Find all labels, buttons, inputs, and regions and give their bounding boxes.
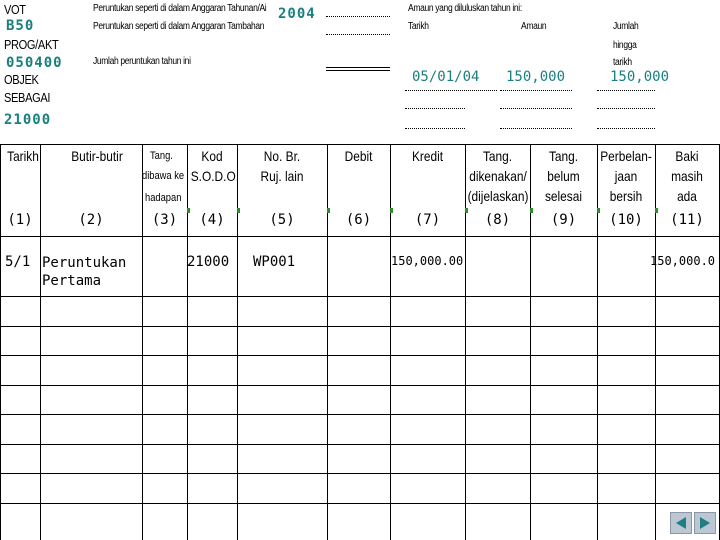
header-butir: Butir-butir xyxy=(71,148,123,164)
col-line-5 xyxy=(327,144,328,540)
header-tarikh: Tarikh xyxy=(7,148,39,164)
approved-total[interactable]: 150,000 xyxy=(610,69,670,85)
header-tang-belum-2: belum xyxy=(547,168,580,184)
approved-line-r2-a xyxy=(405,108,465,109)
col-line-6 xyxy=(390,144,391,540)
header-baki-1: Baki xyxy=(675,148,699,164)
progakt-value[interactable]: 050400 xyxy=(6,55,63,71)
row-line-1 xyxy=(0,296,720,297)
col-number-6: (6) xyxy=(345,212,372,228)
green-tick xyxy=(530,208,533,213)
approved-amount-title: Amaun yang diluluskan tahun ini: xyxy=(408,3,522,14)
col-line-3 xyxy=(187,144,188,540)
col-line-10 xyxy=(655,144,656,540)
progakt-label: PROG/AKT xyxy=(4,37,59,52)
row1-butir-line-2[interactable]: Pertama xyxy=(42,273,102,289)
objek-label: OBJEK xyxy=(4,72,39,87)
total-allocation-label: Jumlah peruntukan tahun ini xyxy=(93,56,191,67)
header-kredit: Kredit xyxy=(411,148,444,164)
approved-line-r2-c xyxy=(597,108,655,109)
header-perbelanjaan-3: bersih xyxy=(609,188,643,204)
header-baki-3: ada xyxy=(677,188,697,204)
approved-date[interactable]: 05/01/04 xyxy=(412,69,480,85)
objek-value[interactable]: 21000 xyxy=(4,112,52,128)
supplementary-budget-line xyxy=(326,34,390,35)
col-number-3: (3) xyxy=(151,212,178,228)
col-line-9 xyxy=(597,144,598,540)
previous-slide-button[interactable] xyxy=(670,512,692,534)
row1-ruj[interactable]: WP001 xyxy=(253,254,296,270)
header-tang-dikenakan-1: Tang. xyxy=(482,148,513,164)
col-number-10: (10) xyxy=(609,212,643,228)
vot-value[interactable]: B50 xyxy=(6,18,35,34)
col-number-4: (4) xyxy=(199,212,225,228)
green-tick xyxy=(390,208,393,213)
row1-kredit[interactable]: 150,000.00 xyxy=(391,254,464,268)
approved-line-r3-c xyxy=(597,128,655,129)
header-perbelanjaan-1: Perbelan- xyxy=(600,148,652,164)
green-tick xyxy=(465,208,468,213)
row1-kod[interactable]: 21000 xyxy=(187,254,230,270)
header-nobr-1: No. Br. xyxy=(263,148,301,164)
col-number-9: (9) xyxy=(550,212,577,228)
row-line-header xyxy=(0,236,720,237)
approved-col-jumlah-1: Jumlah xyxy=(613,21,639,32)
col-number-1: (1) xyxy=(7,212,33,228)
approved-line-r1-b xyxy=(500,90,572,91)
approved-line-r3-a xyxy=(405,128,465,129)
green-tick xyxy=(327,208,330,213)
row-line-2 xyxy=(0,326,720,327)
annual-budget-line xyxy=(326,16,390,17)
row-line-8 xyxy=(0,503,720,504)
approved-line-r1-a xyxy=(405,90,497,91)
green-tick xyxy=(655,208,658,213)
header-kod-1: Kod xyxy=(201,148,223,164)
row-line-7 xyxy=(0,473,720,474)
col-line-4 xyxy=(237,144,238,540)
green-tick xyxy=(597,208,600,213)
approved-line-r1-c xyxy=(597,90,655,91)
row-line-4 xyxy=(0,385,720,386)
header-debit: Debit xyxy=(344,148,373,164)
col-line-2 xyxy=(142,144,143,540)
header-tang-3: hadapan xyxy=(145,192,182,204)
approved-col-tarikh: Tarikh xyxy=(408,21,429,32)
vot-label: VOT xyxy=(4,2,26,17)
col-line-0 xyxy=(0,144,1,540)
green-tick xyxy=(187,208,190,213)
col-number-11: (11) xyxy=(670,212,704,228)
approved-col-amaun: Amaun xyxy=(521,21,547,32)
header-tang-dikenakan-3: (dijelaskan) xyxy=(467,188,529,204)
approved-line-r2-b xyxy=(500,108,572,109)
header-tang-1: Tang. xyxy=(150,150,173,162)
sebagai-label: SEBAGAI xyxy=(4,90,51,105)
col-line-1 xyxy=(40,144,41,540)
approved-amount[interactable]: 150,000 xyxy=(506,69,566,85)
header-tang-dikenakan-2: dikenakan/ xyxy=(469,168,527,184)
total-allocation-line-1 xyxy=(326,67,390,68)
col-number-7: (7) xyxy=(414,212,441,228)
approved-line-r3-b xyxy=(500,128,572,129)
row-line-top xyxy=(0,144,720,145)
header-tang-belum-3: selesai xyxy=(544,188,583,204)
row-line-6 xyxy=(0,444,720,445)
header-tang-2: dibawa ke xyxy=(142,170,185,182)
next-slide-button[interactable] xyxy=(694,512,716,534)
col-number-5: (5) xyxy=(269,212,295,228)
row1-butir-line-1[interactable]: Peruntukan xyxy=(42,255,127,271)
triangle-left-icon xyxy=(674,516,688,530)
green-tick xyxy=(237,208,240,213)
header-tang-belum-1: Tang. xyxy=(548,148,579,164)
supplementary-budget-label: Peruntukan seperti di dalam Anggaran Tambahan xyxy=(93,21,265,32)
triangle-right-icon xyxy=(698,516,712,530)
total-allocation-line-2 xyxy=(326,70,390,71)
row1-tarikh[interactable]: 5/1 xyxy=(5,254,31,270)
header-nobr-2: Ruj. lain xyxy=(260,168,304,184)
approved-col-jumlah-3: tarikh xyxy=(613,57,632,68)
header-perbelanjaan-2: jaan xyxy=(614,168,638,184)
row-line-5 xyxy=(0,414,720,415)
col-number-8: (8) xyxy=(484,212,511,228)
row1-baki[interactable]: 150,000.0 xyxy=(650,254,716,268)
annual-budget-label: Peruntukan seperti di dalam Anggaran Tahunan/Ai xyxy=(93,3,267,14)
year-value[interactable]: 2004 xyxy=(278,6,316,22)
header-kod-2: S.O.D.O. xyxy=(190,168,240,184)
approved-col-jumlah-2: hingga xyxy=(613,40,637,51)
row-line-3 xyxy=(0,355,720,356)
col-number-2: (2) xyxy=(78,212,104,228)
header-baki-2: masih xyxy=(671,168,703,184)
